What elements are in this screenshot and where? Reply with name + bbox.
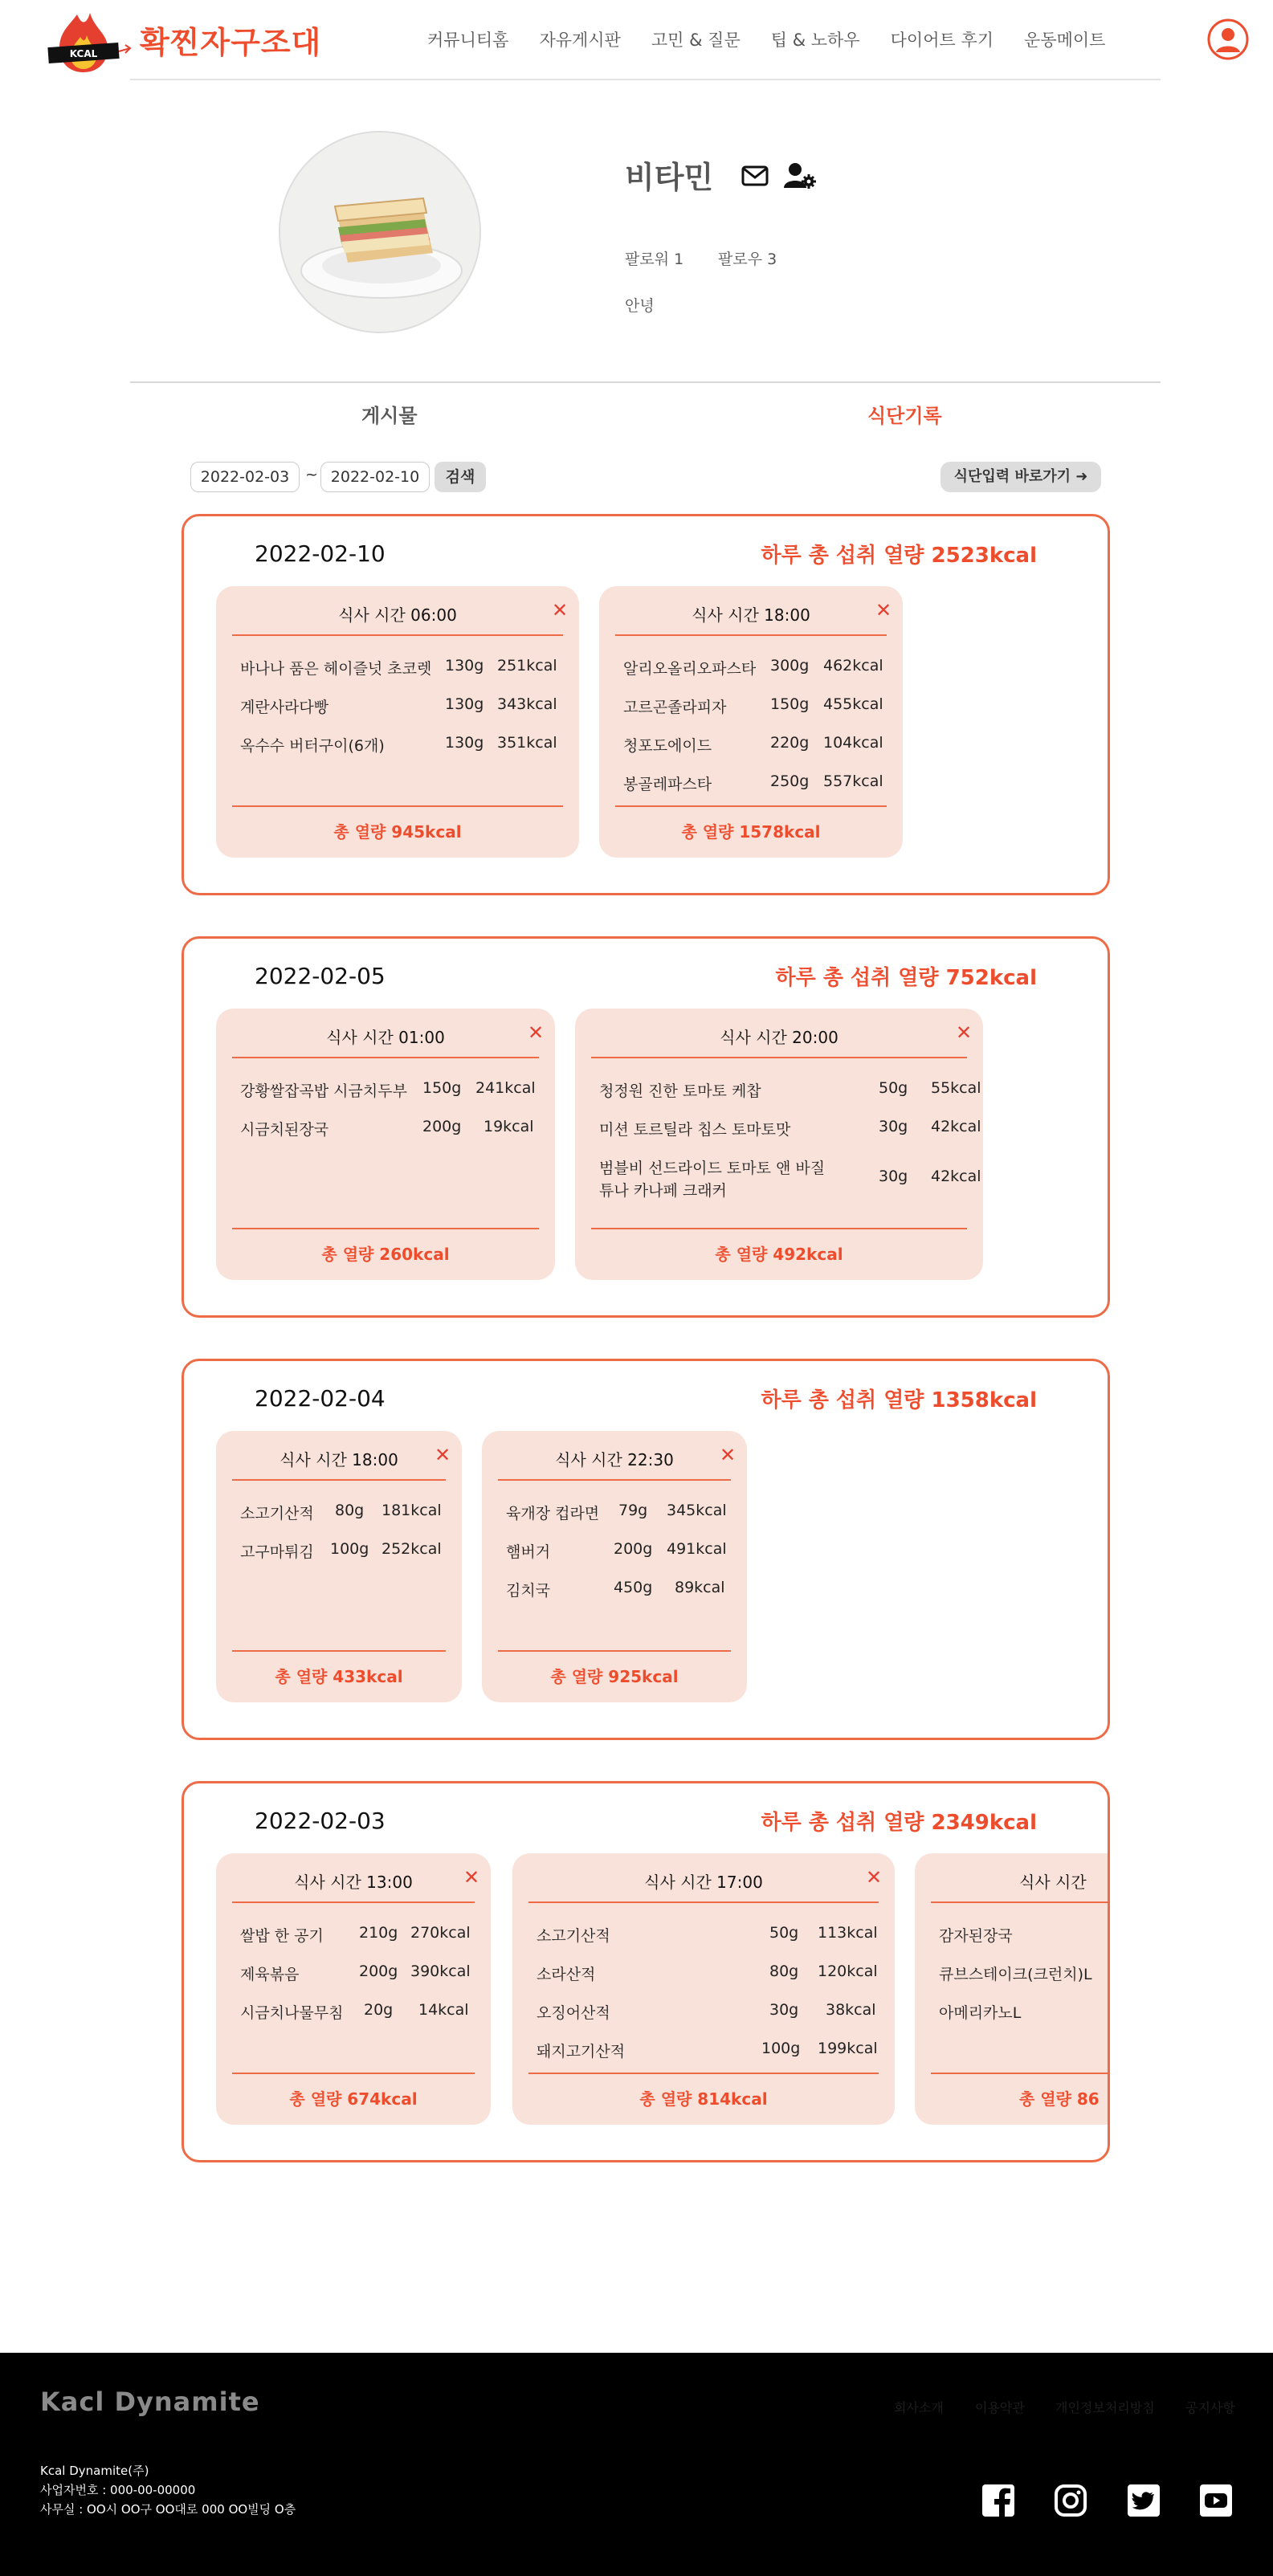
food-quantity: 130g	[445, 657, 484, 675]
food-quantity: 200g	[614, 1540, 653, 1558]
meal-time: 식사 시간 01:00	[326, 1028, 445, 1047]
end-date-input[interactable]: 2022-02-10	[320, 462, 430, 492]
food-quantity: 150g	[770, 695, 810, 713]
footer-brand: Kacl Dynamite	[40, 2386, 260, 2417]
instagram-icon[interactable]	[1053, 2483, 1088, 2518]
nav-diet-reviews[interactable]: 다이어트 후기	[890, 31, 994, 50]
meal-card	[216, 1853, 491, 2125]
day-record	[182, 514, 1110, 895]
food-quantity: 50g	[769, 1924, 799, 1942]
meal-divider	[615, 634, 887, 636]
food-calories: 241kcal	[475, 1079, 536, 1097]
footer-office-address: 사무실 : OO시 OO구 OO대로 000 OO빌딩 O층	[40, 2502, 296, 2517]
food-name: 제육볶음	[240, 1966, 300, 1983]
food-name: 옥수수 버터구이(6개)	[240, 737, 385, 755]
meal-card	[575, 1009, 983, 1280]
day-date: 2022-02-10	[255, 540, 386, 567]
meal-divider	[498, 1650, 731, 1652]
nav-community-home[interactable]: 커뮤니티홈	[427, 31, 509, 50]
user-profile-icon[interactable]	[1207, 18, 1249, 60]
food-name: 미션 토르틸라 칩스 토마토맛	[599, 1121, 791, 1139]
food-calories: 89kcal	[675, 1579, 725, 1596]
food-name: 육개장 컵라면	[506, 1505, 600, 1522]
food-name: 쌀밥 한 공기	[240, 1927, 324, 1945]
nav-free-board[interactable]: 자유게시판	[539, 31, 621, 50]
meal-card	[482, 1431, 747, 1702]
food-calories: 42kcal	[931, 1118, 981, 1135]
meal-time: 식사 시간 18:00	[692, 605, 810, 625]
food-calories: 42kcal	[931, 1168, 981, 1185]
meal-card	[216, 1009, 555, 1280]
food-calories: 14kcal	[418, 2001, 469, 2019]
food-quantity: 200g	[359, 1963, 398, 1980]
meal-time: 식사 시간 22:30	[555, 1450, 674, 1469]
food-calories: 252kcal	[381, 1540, 442, 1558]
food-name: 소라산적	[537, 1966, 596, 1983]
meal-card	[599, 586, 903, 858]
food-name: 오징어산적	[537, 2004, 610, 2022]
food-name: 돼지고기산적	[537, 2043, 626, 2060]
meal-divider	[931, 1901, 1108, 1903]
meal-time: 식사 시간 06:00	[338, 605, 457, 625]
meal-time: 식사 시간 17:00	[644, 1873, 763, 1892]
footer-business-number: 사업자번호 : 000-00-00000	[40, 2483, 196, 2497]
meal-card	[216, 1431, 462, 1702]
food-quantity: 250g	[770, 772, 810, 790]
meal-time: 식사 시간 13:00	[294, 1873, 413, 1892]
food-name: 바나나 품은 헤이즐넛 초코렛	[240, 660, 432, 678]
meal-total-calories: 총 열량 260kcal	[321, 1245, 450, 1264]
date-range-separator: ~	[305, 466, 318, 483]
meal-divider	[232, 1228, 539, 1229]
food-calories: 557kcal	[823, 772, 883, 790]
food-name: 청정원 진한 토마토 케찹	[599, 1082, 761, 1100]
food-quantity: 20g	[364, 2001, 394, 2019]
tab-diet-records[interactable]: 식단기록	[867, 405, 942, 427]
footer-company: Kcal Dynamite(주)	[40, 2464, 149, 2478]
site-footer	[0, 2353, 1273, 2576]
meal-total-calories: 총 열량 1578kcal	[681, 822, 821, 842]
food-calories: 491kcal	[667, 1540, 727, 1558]
food-name: 김치국	[506, 1582, 551, 1600]
main-nav	[427, 27, 1136, 51]
food-name: 고르곤졸라피자	[623, 699, 727, 716]
food-name: 강황쌀잡곡밥 시금치두부	[240, 1082, 407, 1100]
meal-divider	[931, 2073, 1108, 2074]
food-name: 계란사라다빵	[240, 699, 329, 716]
day-date: 2022-02-05	[255, 963, 386, 989]
food-name: 청포도에이드	[623, 737, 712, 755]
footer-link-about[interactable]: 회사소개	[894, 2400, 944, 2415]
food-calories: 343kcal	[497, 695, 557, 713]
food-quantity: 220g	[770, 734, 810, 752]
food-name: 소고기산적	[537, 1927, 610, 1945]
delete-meal-icon[interactable]: ✕	[435, 1444, 451, 1466]
food-name-continued: 튜나 카나페 크래커	[599, 1182, 727, 1200]
meal-divider	[232, 1901, 475, 1903]
delete-meal-icon[interactable]: ✕	[875, 599, 892, 622]
food-calories: 113kcal	[818, 1924, 878, 1942]
day-total-calories: 하루 총 섭취 열량 752kcal	[775, 966, 1037, 990]
profile-avatar	[279, 131, 481, 333]
food-calories: 120kcal	[818, 1963, 878, 1980]
food-name: 범블비 선드라이드 토마토 앤 바질	[599, 1160, 826, 1177]
food-name: 시금치된장국	[240, 1121, 329, 1139]
food-calories: 19kcal	[483, 1118, 534, 1135]
food-name: 알리오올리오파스타	[623, 660, 757, 678]
delete-meal-icon[interactable]: ✕	[866, 1866, 883, 1889]
meal-divider	[591, 1228, 967, 1229]
food-quantity: 130g	[445, 734, 484, 752]
food-name: 큐브스테이크(크런치)L	[939, 1966, 1092, 1983]
meal-total-calories: 총 열량 492kcal	[715, 1245, 843, 1264]
diet-input-shortcut-button[interactable]: 식단입력 바로가기 ➜	[940, 462, 1101, 492]
food-name: 소고기산적	[240, 1505, 314, 1522]
meal-total-calories: 총 열량 925kcal	[550, 1667, 679, 1686]
food-calories: 351kcal	[497, 734, 557, 752]
food-quantity: 450g	[614, 1579, 653, 1596]
day-date: 2022-02-03	[255, 1808, 386, 1834]
search-button[interactable]: 검색	[435, 462, 486, 492]
meal-time: 식사 시간	[1019, 1873, 1087, 1892]
day-record	[182, 1781, 1110, 2162]
meal-total-calories: 총 열량 86	[1019, 2089, 1100, 2109]
meal-divider	[232, 1057, 539, 1058]
meal-divider	[528, 2073, 879, 2074]
delete-meal-icon[interactable]: ✕	[552, 599, 569, 622]
profile-bio: 안녕	[625, 297, 655, 315]
meal-divider	[591, 1057, 967, 1058]
food-name: 시금치나물무침	[240, 2004, 344, 2022]
following-count[interactable]: 팔로우 3	[718, 251, 777, 268]
food-quantity: 30g	[879, 1118, 908, 1135]
food-name: 감자된장국	[939, 1927, 1013, 1945]
nav-questions[interactable]: 고민 & 질문	[651, 31, 741, 50]
food-quantity: 300g	[770, 657, 810, 675]
food-quantity: 80g	[769, 1963, 799, 1980]
site-header	[0, 0, 1273, 80]
food-calories: 270kcal	[410, 1924, 471, 1942]
day-record	[182, 1359, 1110, 1740]
user-settings-icon[interactable]	[784, 162, 816, 190]
footer-link-terms[interactable]: 이용약관	[975, 2400, 1025, 2415]
meal-time: 식사 시간 20:00	[720, 1028, 838, 1047]
food-quantity: 150g	[422, 1079, 462, 1097]
food-quantity: 30g	[769, 2001, 799, 2019]
delete-meal-icon[interactable]: ✕	[528, 1021, 545, 1044]
food-quantity: 130g	[445, 695, 484, 713]
nav-workout-mate[interactable]: 운동메이트	[1024, 31, 1106, 50]
food-name: 고구마튀김	[240, 1543, 314, 1561]
food-calories: 390kcal	[410, 1963, 471, 1980]
meal-divider	[528, 1901, 879, 1903]
food-quantity: 100g	[761, 2040, 801, 2057]
mail-icon[interactable]	[741, 165, 769, 186]
food-calories: 38kcal	[826, 2001, 876, 2019]
food-quantity: 79g	[618, 1502, 648, 1519]
svg-text:KCAL: KCAL	[69, 48, 98, 59]
day-total-calories: 하루 총 섭취 열량 1358kcal	[761, 1388, 1037, 1412]
profile-divider	[130, 381, 1161, 383]
food-quantity: 80g	[335, 1502, 365, 1519]
delete-meal-icon[interactable]: ✕	[956, 1021, 973, 1044]
meal-divider	[232, 1650, 446, 1652]
meal-divider	[232, 2073, 475, 2074]
start-date-input[interactable]: 2022-02-03	[190, 462, 300, 492]
day-total-calories: 하루 총 섭취 열량 2523kcal	[761, 544, 1037, 568]
food-name: 아메리카노L	[939, 2004, 1022, 2022]
meal-card	[512, 1853, 895, 2125]
meal-divider	[615, 805, 887, 807]
footer-link-privacy[interactable]: 개인정보처리방침	[1055, 2400, 1155, 2415]
food-quantity: 200g	[422, 1118, 462, 1135]
profile-name: 비타민	[625, 160, 714, 195]
food-quantity: 30g	[879, 1168, 908, 1185]
meal-divider	[232, 634, 563, 636]
tab-posts[interactable]: 게시물	[361, 405, 418, 427]
food-calories: 345kcal	[667, 1502, 727, 1519]
facebook-icon[interactable]	[981, 2483, 1016, 2518]
food-quantity: 100g	[330, 1540, 369, 1558]
food-calories: 181kcal	[381, 1502, 442, 1519]
day-date: 2022-02-04	[255, 1385, 386, 1412]
meal-time: 식사 시간 18:00	[279, 1450, 398, 1469]
food-calories: 55kcal	[931, 1079, 981, 1097]
day-total-calories: 하루 총 섭취 열량 2349kcal	[761, 1811, 1037, 1835]
footer-link-notice[interactable]: 공지사항	[1185, 2400, 1235, 2415]
meal-card-partial	[915, 1853, 1110, 2125]
food-calories: 199kcal	[818, 2040, 878, 2057]
food-calories: 455kcal	[823, 695, 883, 713]
meal-total-calories: 총 열량 814kcal	[639, 2089, 768, 2109]
meal-divider	[498, 1479, 731, 1481]
header-divider	[130, 79, 1161, 80]
delete-meal-icon[interactable]: ✕	[720, 1444, 736, 1466]
meal-total-calories: 총 열량 674kcal	[289, 2089, 418, 2109]
food-calories: 462kcal	[823, 657, 883, 675]
site-logo-text: 확찐자구조대	[140, 24, 322, 60]
meal-total-calories: 총 열량 433kcal	[275, 1667, 403, 1686]
food-calories: 251kcal	[497, 657, 557, 675]
food-calories: 104kcal	[823, 734, 883, 752]
meal-total-calories: 총 열량 945kcal	[333, 822, 462, 842]
meal-divider	[232, 1479, 446, 1481]
food-quantity: 50g	[879, 1079, 908, 1097]
food-name: 봉골레파스타	[623, 776, 712, 793]
food-quantity: 210g	[359, 1924, 398, 1942]
day-record	[182, 936, 1110, 1318]
meal-card	[216, 586, 579, 858]
dynamite-logo-icon	[45, 8, 133, 75]
site-logo[interactable]	[45, 8, 321, 75]
twitter-icon[interactable]	[1126, 2483, 1161, 2518]
delete-meal-icon[interactable]: ✕	[463, 1866, 480, 1889]
meal-divider	[232, 805, 563, 807]
follower-count[interactable]: 팔로워 1	[625, 251, 684, 268]
food-name: 햄버거	[506, 1543, 551, 1561]
youtube-icon[interactable]	[1198, 2483, 1234, 2518]
nav-tips[interactable]: 팁 & 노하우	[770, 31, 860, 50]
